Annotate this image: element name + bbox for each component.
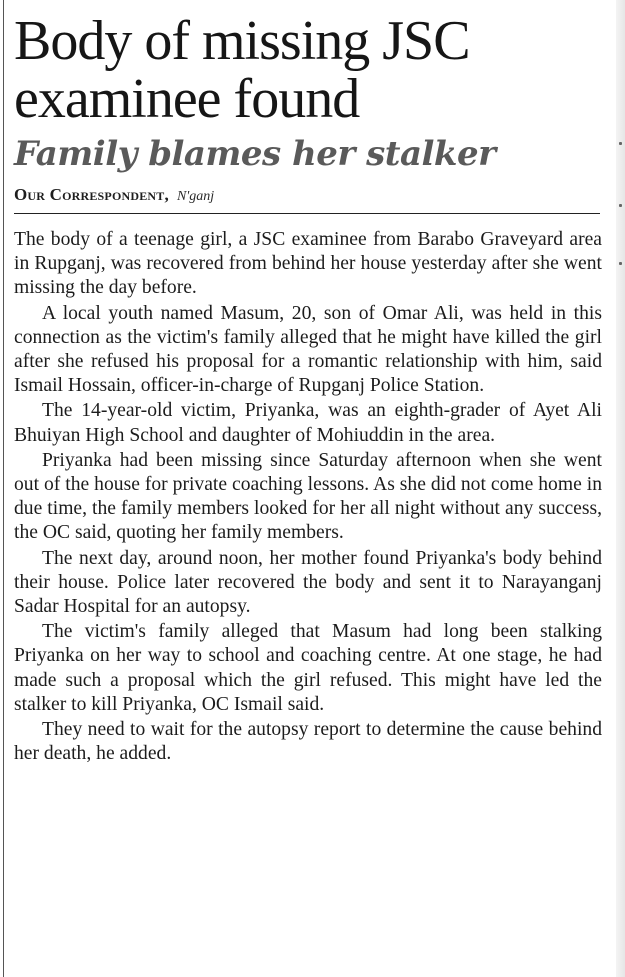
- headline: Body of missing JSC examinee found: [14, 10, 470, 130]
- edge-mark: [619, 262, 622, 265]
- paragraph: The body of a teenage girl, a JSC examinee from Barabo Graveyard area in Rupganj, was recovered from behind her house yesterday after she went missing the day before.: [14, 229, 602, 299]
- column-rule-left: [3, 0, 4, 977]
- paragraph: They need to wait for the autopsy report to determine the cause behind her death, he added.: [14, 719, 602, 765]
- paragraph: A local youth named Masum, 20, son of Omar Ali, was held in this connection as the victim's family alleged that he might have killed the girl after she refused his proposal for a romantic relationship with him, said Ismail Hossain, officer-in-charge of Rupganj Police Station.: [14, 302, 602, 397]
- paragraph: The next day, around noon, her mother found Priyanka's body behind their house. Police later recovered the body and sent it to Narayanganj Sadar Hospital for an autopsy.: [14, 547, 602, 618]
- paragraph: Priyanka had been missing since Saturday afternoon when she went out of the house for private coaching lessons. As she did not come home in due time, the family members looked for her all night without any success, the OC said, quoting her family members.: [14, 449, 602, 544]
- news-article: [14, 0, 604, 767]
- paragraph: The 14-year-old victim, Priyanka, was an eighth-grader of Ayet Ali Bhuiyan High School and daughter of Mohiuddin in the area.: [14, 400, 602, 446]
- paragraph: The victim's family alleged that Masum had long been stalking Priyanka on her way to school and coaching centre. At one stage, he had made such a proposal which the girl refused. This might have led the stalker to kill Priyanka, OC Ismail said.: [14, 621, 602, 715]
- adjacent-column-edge: [616, 0, 625, 977]
- edge-mark: [619, 204, 622, 207]
- article-body: [14, 228, 602, 766]
- dateline: N'ganj: [176, 189, 215, 204]
- byline-row: [14, 185, 600, 214]
- byline: Our Correspondent,: [14, 185, 169, 204]
- subheadline: Family blames her stalker: [14, 134, 496, 174]
- edge-mark: [619, 142, 622, 145]
